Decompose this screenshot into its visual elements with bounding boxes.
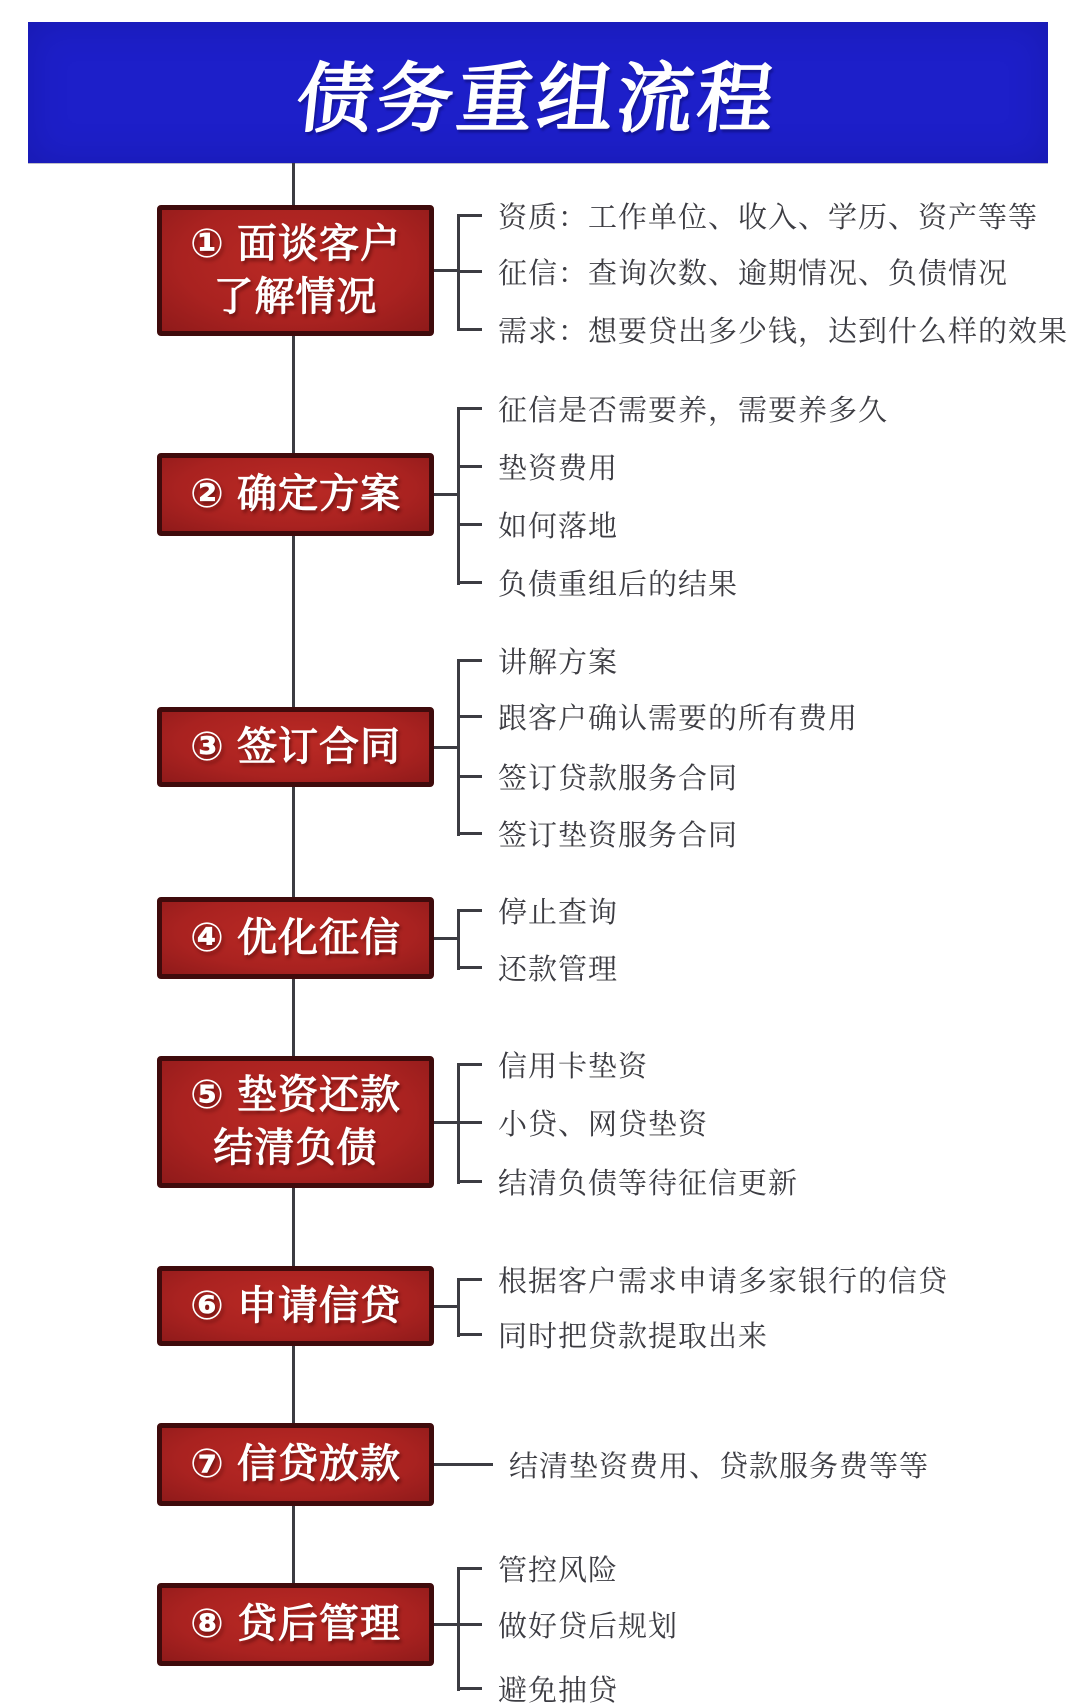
- detail-item-text: 垫资费用: [498, 452, 619, 485]
- step-label: ① 面谈客户 了解情况: [190, 221, 401, 319]
- detail-item: [433, 1443, 929, 1485]
- step-label: ⑥ 申请信贷: [190, 1283, 401, 1328]
- step-label: ③ 签订合同: [190, 724, 401, 769]
- step-label: ④ 优化征信: [190, 915, 401, 960]
- title-banner: [28, 22, 1048, 163]
- detail-item: [457, 250, 1008, 292]
- detail-item-text: 结清负债等待征信更新: [498, 1167, 799, 1200]
- step-box-6: [157, 1266, 434, 1346]
- connector-line: [433, 1305, 459, 1308]
- detail-item-text: 如何落地: [498, 510, 619, 543]
- detail-item: [457, 755, 738, 797]
- detail-item: [457, 1313, 768, 1355]
- detail-item-text: 签订贷款服务合同: [498, 762, 739, 795]
- detail-item-text: 征信是否需要养，需要养多久: [498, 394, 889, 427]
- step-label: ② 确定方案: [190, 472, 401, 517]
- branch-tick-line: [457, 909, 482, 912]
- branch-tick-line: [433, 1463, 493, 1466]
- detail-item: [457, 308, 1068, 350]
- detail-item: [457, 1547, 618, 1589]
- branch-tick-line: [457, 775, 482, 778]
- detail-item-text: 需求：想要贷出多少钱，达到什么样的效果: [498, 315, 1069, 348]
- branch-tick-line: [457, 328, 482, 331]
- detail-item: [457, 445, 618, 487]
- branch-tick-line: [457, 1623, 482, 1626]
- detail-item-text: 小贷、网贷垫资: [498, 1108, 709, 1141]
- bracket-line: [457, 659, 460, 836]
- detail-item: [457, 387, 888, 429]
- branch-tick-line: [457, 1180, 482, 1183]
- detail-item-text: 资质：工作单位、收入、学历、资产等等: [498, 201, 1039, 234]
- branch-tick-line: [457, 407, 482, 410]
- detail-item-text: 管控风险: [498, 1554, 619, 1587]
- detail-item-text: 签订垫资服务合同: [498, 819, 739, 852]
- detail-item-text: 负债重组后的结果: [498, 568, 739, 601]
- branch-tick-line: [457, 1278, 482, 1281]
- flow-spine-line: [292, 163, 295, 1583]
- detail-item-text: 结清垫资费用、贷款服务费等等: [509, 1450, 930, 1483]
- connector-line: [433, 1623, 459, 1626]
- bracket-line: [457, 407, 460, 585]
- connector-line: [433, 493, 459, 496]
- detail-item-text: 做好贷后规划: [498, 1610, 679, 1643]
- step-box-5: [157, 1056, 434, 1188]
- detail-item: [457, 889, 618, 931]
- detail-item: [457, 1603, 678, 1645]
- detail-item: [457, 639, 618, 681]
- detail-item: [457, 1160, 798, 1202]
- detail-item-text: 征信：查询次数、逾期情况、负债情况: [498, 257, 1009, 290]
- step-label: ⑦ 信贷放款: [190, 1442, 401, 1487]
- detail-item: [457, 1667, 618, 1706]
- step-box-4: [157, 897, 434, 979]
- detail-item: [457, 1258, 948, 1300]
- detail-item: [457, 695, 858, 737]
- detail-item: [457, 503, 618, 545]
- step-box-1: [157, 205, 434, 336]
- detail-item-text: 避免抽贷: [498, 1674, 619, 1706]
- detail-item-text: 同时把贷款提取出来: [498, 1320, 769, 1353]
- detail-item: [457, 1043, 648, 1085]
- branch-tick-line: [457, 214, 482, 217]
- branch-tick-line: [457, 1687, 482, 1690]
- connector-line: [433, 937, 459, 940]
- branch-tick-line: [457, 1121, 482, 1124]
- branch-tick-line: [457, 581, 482, 584]
- branch-tick-line: [457, 715, 482, 718]
- step-label: ⑤ 垫资还款 结清负债: [190, 1073, 401, 1170]
- detail-item-text: 根据客户需求申请多家银行的信贷: [498, 1265, 949, 1298]
- branch-tick-line: [457, 1063, 482, 1066]
- detail-item-text: 讲解方案: [498, 646, 619, 679]
- connector-line: [433, 269, 459, 272]
- detail-item-text: 停止查询: [498, 896, 619, 929]
- detail-item-text: 跟客户确认需要的所有费用: [498, 702, 859, 735]
- detail-item-text: 还款管理: [498, 953, 619, 986]
- branch-tick-line: [457, 270, 482, 273]
- step-box-7: [157, 1423, 434, 1506]
- page-title: 债务重组流程: [292, 57, 782, 142]
- branch-tick-line: [457, 1567, 482, 1570]
- detail-item: [457, 1101, 708, 1143]
- branch-tick-line: [457, 1333, 482, 1336]
- connector-line: [433, 1121, 459, 1124]
- branch-tick-line: [457, 523, 482, 526]
- step-label: ⑧ 贷后管理: [190, 1602, 401, 1647]
- branch-tick-line: [457, 659, 482, 662]
- detail-item: [457, 194, 1038, 236]
- detail-item: [457, 812, 738, 854]
- step-box-2: [157, 453, 434, 536]
- detail-item: [457, 946, 618, 988]
- step-box-3: [157, 707, 434, 787]
- branch-tick-line: [457, 465, 482, 468]
- connector-line: [433, 746, 459, 749]
- step-box-8: [157, 1583, 434, 1666]
- detail-item: [457, 561, 738, 603]
- branch-tick-line: [457, 966, 482, 969]
- detail-item-text: 信用卡垫资: [498, 1050, 649, 1083]
- branch-tick-line: [457, 832, 482, 835]
